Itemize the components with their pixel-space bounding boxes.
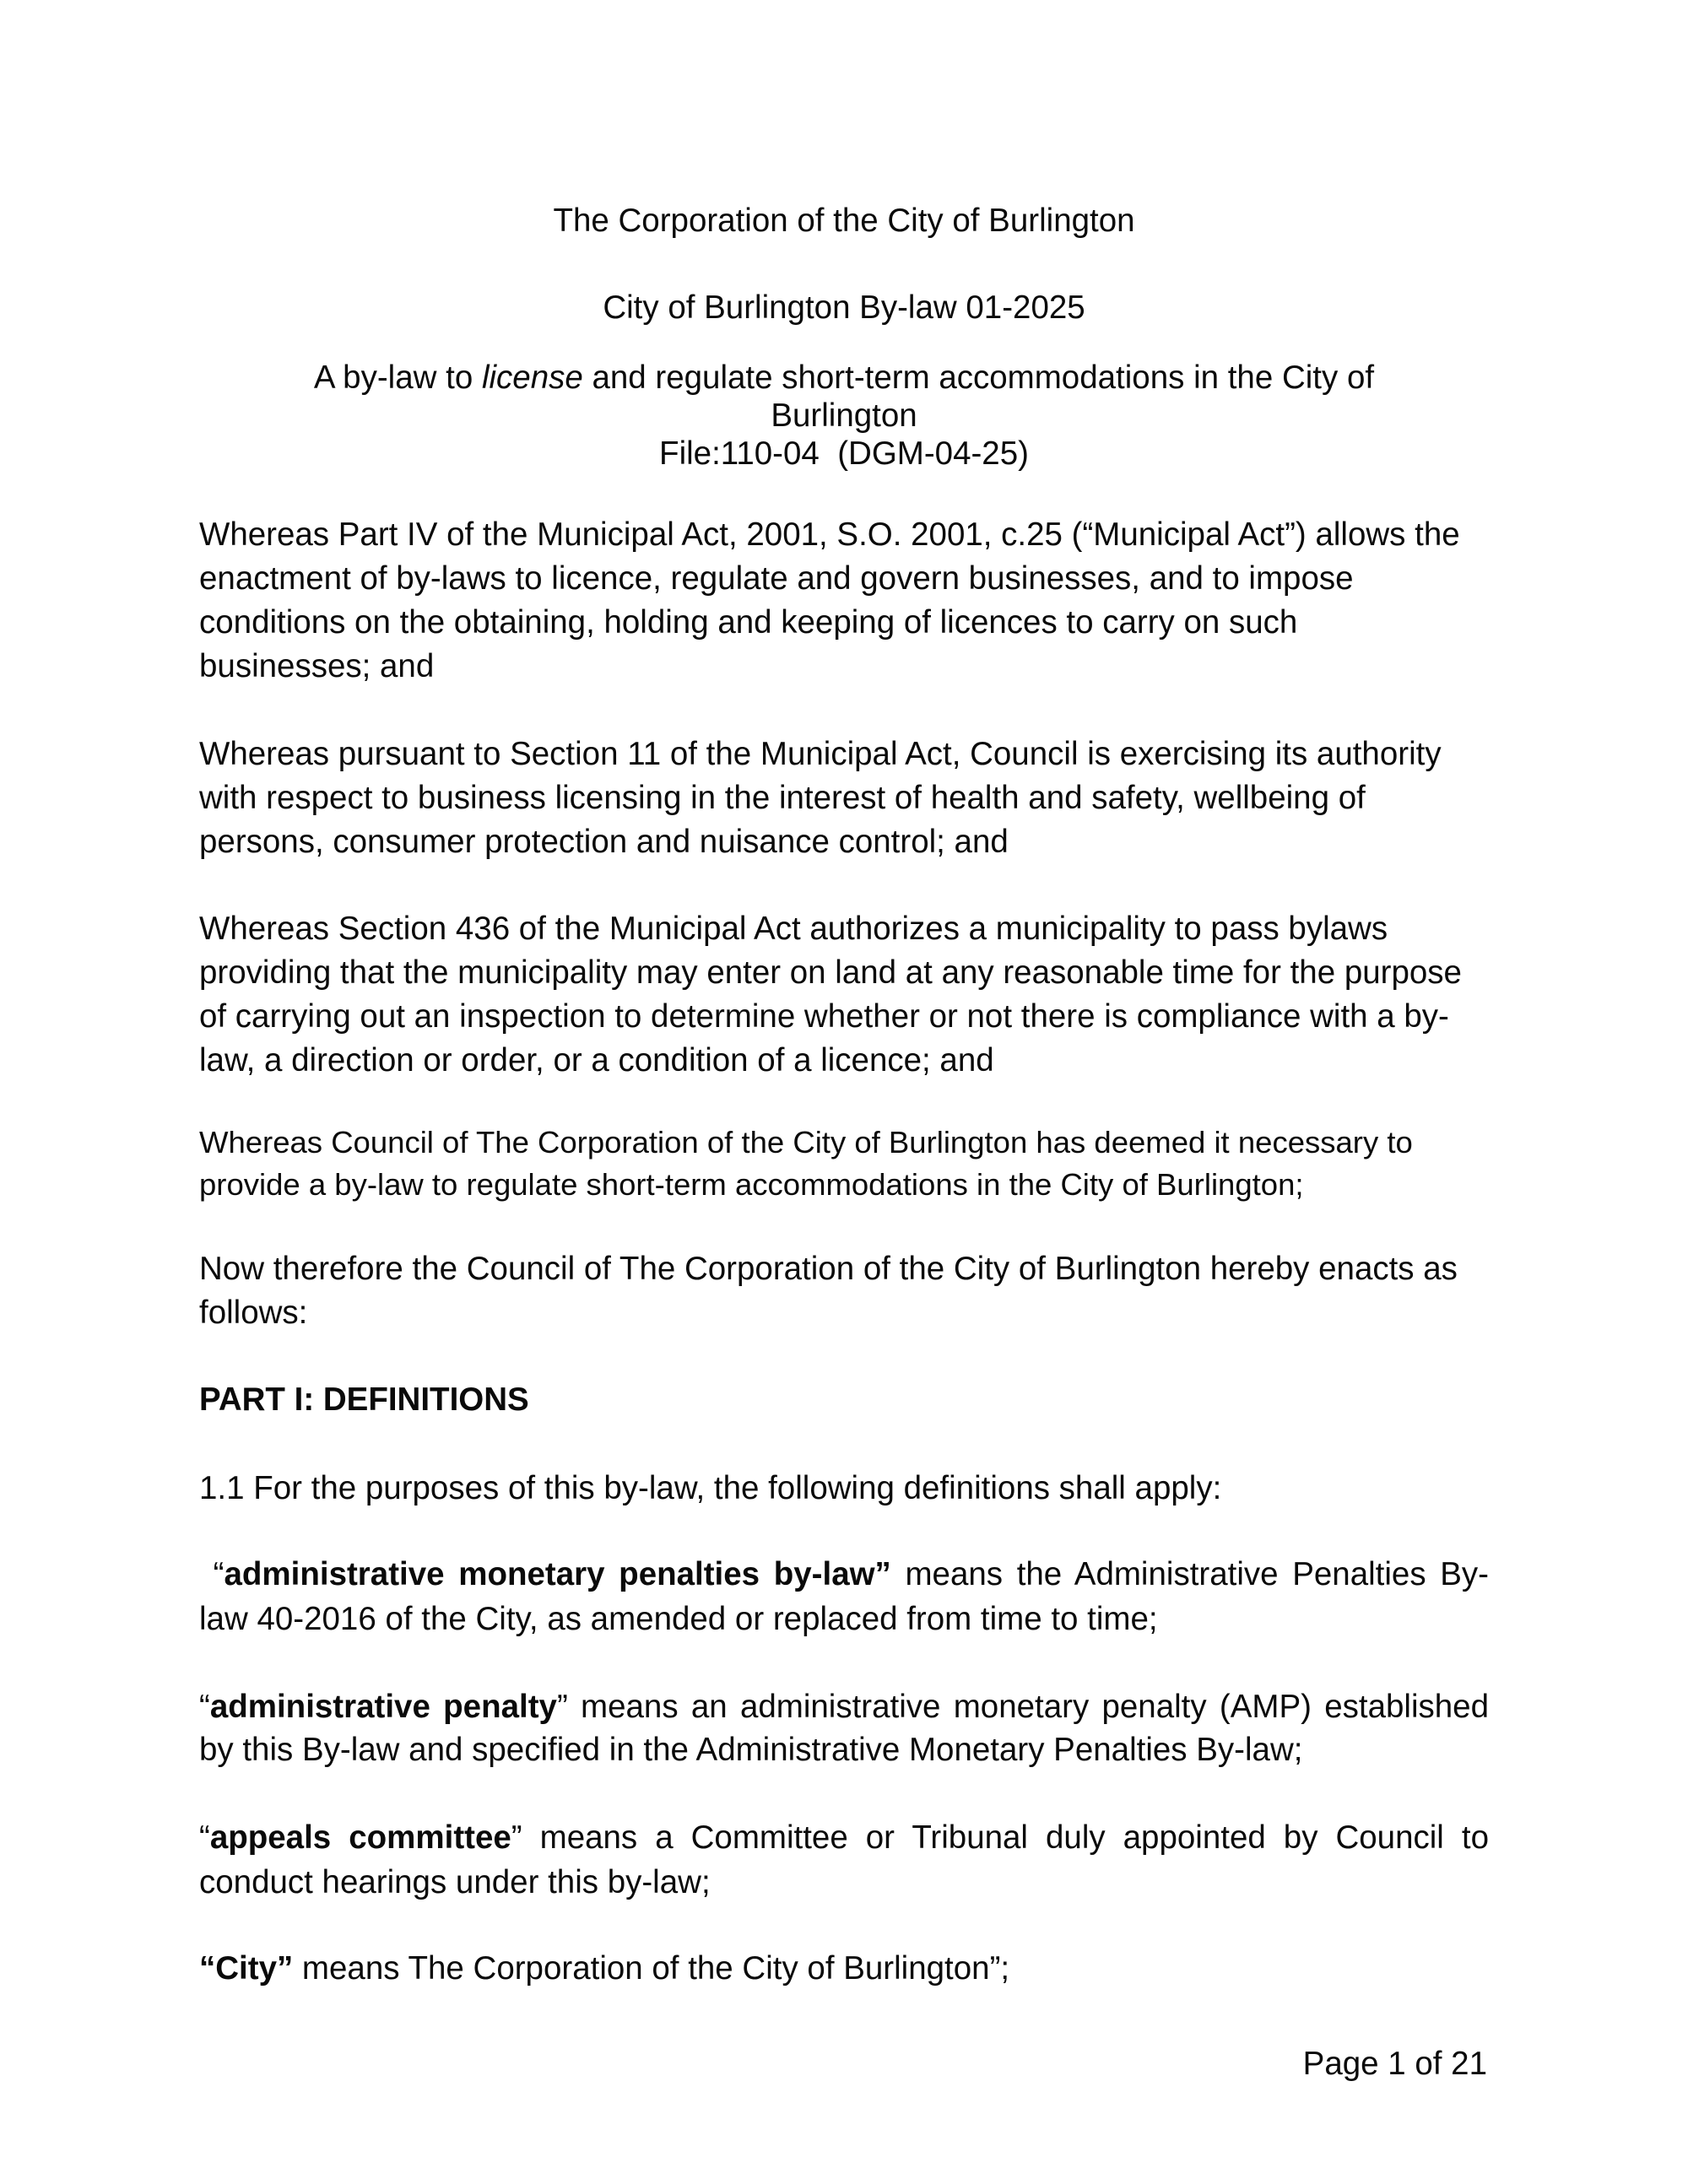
enacting-clause-line: Now therefore the Council of The Corporation of the City of Burlington hereby enacts as	[199, 1251, 1458, 1287]
subtitle-pre: A by-law to	[313, 359, 482, 396]
definition-open-quote: “	[199, 1556, 225, 1592]
recital-2-line: Whereas pursuant to Section 11 of the Municipal Act, Council is exercising its authority	[199, 736, 1442, 772]
definition-2-line2: by this By-law and specified in the Administrative Monetary Penalties By-law;	[199, 1732, 1303, 1768]
definition-1-line1	[199, 1556, 1490, 1592]
page-number: Page 1 of 21	[1302, 2046, 1487, 2082]
bylaw-number: City of Burlington By-law 01-2025	[603, 289, 1085, 326]
definition-text: means the Administrative Penalties By-	[890, 1556, 1490, 1592]
definition-3-line2: conduct hearings under this by-law;	[199, 1864, 711, 1900]
subtitle-italic: license	[481, 359, 583, 396]
recital-4-line: provide a by-law to regulate short-term accommodations in the City of Burlington;	[199, 1167, 1304, 1202]
definitions-intro: 1.1 For the purposes of this by-law, the following definitions shall apply:	[199, 1470, 1222, 1506]
part-heading	[199, 1381, 529, 1418]
definition-4-line1	[199, 1950, 1010, 1987]
definition-term: administrative monetary penalties by-law”	[224, 1556, 891, 1592]
definition-open-quote: “	[199, 1819, 210, 1856]
recital-3-line: of carrying out an inspection to determine whether or not there is compliance with a by-	[199, 998, 1449, 1035]
definition-text: ” means an administrative monetary penalty (AMP) established	[556, 1689, 1490, 1725]
recital-3-line: law, a direction or order, or a condition of a licence; and	[199, 1042, 994, 1078]
bylaw-subtitle-line2: Burlington	[771, 397, 917, 434]
part-heading-text: PART I: DEFINITIONS	[199, 1381, 529, 1418]
recital-1-line: enactment of by-laws to licence, regulate and govern businesses, and to impose	[199, 560, 1354, 597]
recital-3-line: Whereas Section 436 of the Municipal Act authorizes a municipality to pass bylaws	[199, 911, 1388, 947]
definition-2-line1	[199, 1691, 1489, 1724]
recital-1-line: conditions on the obtaining, holding and keeping of licences to carry on such	[199, 604, 1298, 641]
subtitle-post: and regulate short-term accommodations in the City of	[582, 359, 1375, 396]
recital-2-line: with respect to business licensing in the interest of health and safety, wellbeing of	[199, 780, 1366, 816]
recital-1-line: Whereas Part IV of the Municipal Act, 2001, S.O. 2001, c.25 (“Municipal Act”) allows the	[199, 516, 1460, 553]
definition-term: “City”	[199, 1950, 294, 1987]
definition-text: means The Corporation of the City of Burlington”;	[293, 1950, 1010, 1987]
definition-text: ” means a Committee or Tribunal duly appointed by Council to	[511, 1819, 1489, 1856]
file-reference: File:110-04 (DGM-04-25)	[659, 435, 1029, 472]
recital-2-line: persons, consumer protection and nuisance control; and	[199, 824, 1009, 860]
enacting-clause-line: follows:	[199, 1295, 308, 1331]
recital-3-line: providing that the municipality may enter on land at any reasonable time for the purpose	[199, 954, 1462, 991]
definition-3-line1	[199, 1819, 1489, 1856]
bylaw-subtitle	[0, 359, 1688, 396]
definition-open-quote: “	[199, 1689, 210, 1725]
recital-4-line: Whereas Council of The Corporation of the City of Burlington has deemed it necessary to	[199, 1125, 1413, 1160]
definition-1-line2: law 40-2016 of the City, as amended or replaced from time to time;	[199, 1601, 1158, 1637]
corporation-title: The Corporation of the City of Burlington	[553, 203, 1135, 239]
definition-term: appeals committee	[209, 1819, 511, 1856]
definition-term: administrative penalty	[209, 1689, 557, 1725]
recital-1-line: businesses; and	[199, 648, 435, 684]
